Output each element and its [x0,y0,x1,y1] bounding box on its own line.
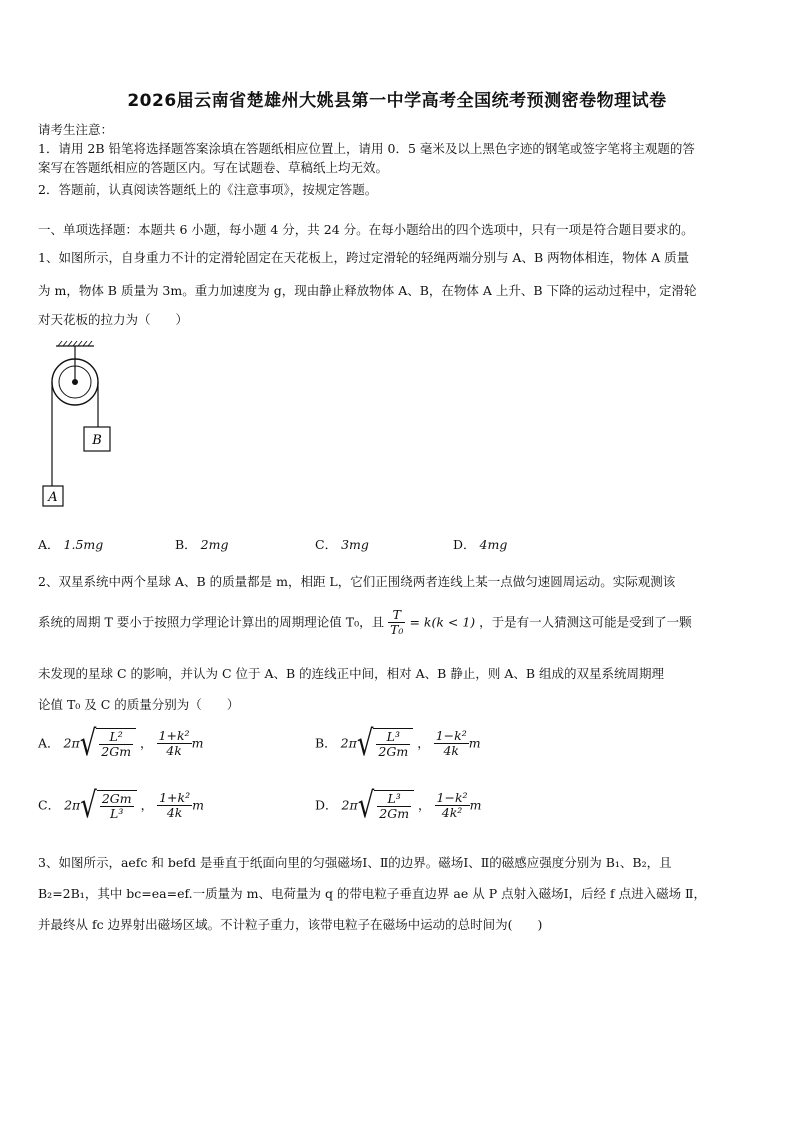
q2-option-d-root-sign: √ [357,785,375,827]
q2-option-d-sep: ， [418,797,431,813]
block-b-label: B [92,433,102,448]
q1-option-d[interactable] [453,535,507,554]
notice-1-line-1: 1．请用 2B 铅笔将选择题答案涂填在答题纸相应位置上，请用 0．5 毫米及以上黑色字迹的钢笔或签字笔将主观题的答 [38,141,695,156]
q1-option-c-value: 3mg [341,537,369,552]
q2-option-c-root-sign: √ [80,785,97,827]
q2-option-d-radicand [374,790,414,822]
q2-option-a-root-den: 2Gm [101,744,132,760]
q1-option-a-letter: A． [38,537,60,552]
q3-line-2: B₂=2B₁，其中 bc=ea=ef.一质量为 m、电荷量为 q 的带电粒子垂直边界 ae 从 P 点射入磁场Ⅰ，后经 f 点进入磁场 Ⅱ， [38,886,707,901]
q2-option-d-coef: 2π [341,797,358,813]
block-a-label: A [48,490,58,505]
q2-option-b-mass-den: 4k [434,743,469,758]
q2-option-b-mass-num: 1−k² [435,728,467,743]
q1-option-b-letter: B． [175,537,197,552]
q2-option-c-mass-den: 4k [157,805,192,820]
q2-option-c-radicand [97,790,137,822]
q1-option-b-value: 2mg [200,537,229,552]
q2-option-d-m: m [469,797,482,813]
q2-ratio-denominator: T₀ [390,622,404,638]
q2-option-a[interactable] [38,723,204,765]
q2-option-c-root-den: L³ [100,806,134,821]
q2-option-d-root-num: L³ [387,791,401,806]
q2-option-a-coef: 2π [63,735,80,751]
q2-option-a-radicand [96,728,136,760]
q2-option-c-coef: 2π [64,797,81,813]
q2-option-b-radicand [373,728,413,760]
q2-option-a-mass-num: 1+k² [158,728,190,743]
q2-option-c-m: m [192,797,204,813]
q1-option-c-letter: C． [315,537,338,552]
q2-line-2-pre: 系统的周期 T 要小于按照力学理论计算出的周期理论值 T₀，且 [38,614,385,630]
q1-line-2: 为 m，物体 B 质量为 3m。重力加速度为 g，现由静止释放物体 A、B，在物体 A 上升、B 下降的运动过程中，定滑轮 [38,283,697,298]
q2-option-d-letter: D． [315,797,338,813]
section-1-heading: 一、单项选择题：本题共 6 小题，每小题 4 分，共 24 分。在每小题给出的四个选项中，只有一项是符合题目要求的。 [38,222,694,237]
q1-option-a[interactable] [38,535,103,554]
q2-option-c-sep: ， [140,797,154,813]
q2-option-c-root-num: 2Gm [101,791,132,806]
pulley-axle [72,379,78,385]
q2-option-b-letter: B． [315,735,337,751]
q2-option-b-root-fraction [376,730,410,760]
q2-option-d-mass-den: 4k² [435,805,470,820]
q2-option-a-mass-den: 4k [157,743,192,758]
notice-1-line-2: 案写在答题纸相应的答题区内。写在试题卷、草稿纸上均无效。 [38,160,389,175]
q1-option-a-value: 1.5mg [63,537,104,552]
q2-option-b-mass-fraction [434,729,469,759]
q1-option-b[interactable] [175,535,228,554]
q2-option-c-root-fraction [100,792,134,822]
exam-title: 2026届云南省楚雄州大姚县第一中学高考全国统考预测密卷物理试卷 [127,91,667,111]
q2-option-c-mass-fraction [157,791,192,821]
notice-heading: 请考生注意： [38,122,114,137]
q2-option-c-mass-num: 1+k² [159,790,191,805]
q2-option-d-mass-fraction [435,791,470,821]
q2-option-a-mass-fraction [157,729,192,759]
q2-line-1: 2、双星系统中两个星球 A、B 的质量都是 m，相距 L，它们正围绕两者连线上某一点做匀速圆周运动。实际观测该 [38,574,676,589]
q2-option-a-sep: ， [140,735,153,751]
q2-option-b-root-den: 2Gm [378,744,409,760]
q2-line-4: 论值 T₀ 及 C 的质量分别为（ ） [38,697,240,712]
q2-option-a-letter: A． [38,735,60,751]
q1-line-1: 1、如图所示，自身重力不计的定滑轮固定在天花板上，跨过定滑轮的轻绳两端分别与 A、B 两物体相连，物体 A 质量 [38,250,690,265]
q2-option-b-root-num: L³ [386,729,400,744]
q1-option-c[interactable] [315,535,369,554]
q2-option-d[interactable] [315,785,482,827]
q2-line-2 [38,608,758,638]
q2-option-b-sep: ， [417,735,430,751]
pulley-diagram [40,340,130,510]
q1-option-d-letter: D． [453,537,476,552]
q1-line-3: 对天花板的拉力为（ ） [38,312,189,327]
q2-option-d-root-fraction [377,792,411,822]
q2-option-b-coef: 2π [340,735,357,751]
q2-line-3: 未发现的星球 C 的影响，并认为 C 位于 A、B 的连线正中间，相对 A、B 静止，则 A、B 组成的双星系统周期理 [38,666,665,681]
q2-option-a-root-sign: √ [79,723,97,765]
q3-line-3: 并最终从 fc 边界射出磁场区域。不计粒子重力，该带电粒子在磁场中运动的总时间为( ) [38,917,543,932]
q2-option-d-root-den: 2Gm [379,806,410,822]
q1-option-d-value: 4mg [479,537,508,552]
q2-option-a-root-num: L² [109,729,123,744]
q2-option-a-root-fraction [99,730,133,760]
q2-option-d-mass-num: 1−k² [436,790,468,805]
q2-line-2-post: ，于是有一人猜测这可能是受到了一颗 [479,614,692,630]
ceiling [56,341,94,346]
notice-2: 2．答题前，认真阅读答题纸上的《注意事项》，按规定答题。 [38,182,378,197]
q2-ratio-fraction [388,608,405,638]
q2-option-c-letter: C． [38,797,61,813]
q2-option-a-m: m [191,735,204,751]
q2-option-b[interactable] [315,723,481,765]
q2-ratio-numerator: T [392,607,401,622]
q3-line-1: 3、如图所示，aefc 和 befd 是垂直于纸面向里的匀强磁场Ⅰ、Ⅱ的边界。磁场Ⅰ、Ⅱ的磁感应强度分别为 B₁、B₂，且 [38,855,672,870]
q2-option-b-m: m [468,735,481,751]
q2-option-c[interactable] [38,785,204,827]
q2-ratio-equation: = k(k < 1) [409,614,476,630]
q2-option-b-root-sign: √ [356,723,374,765]
